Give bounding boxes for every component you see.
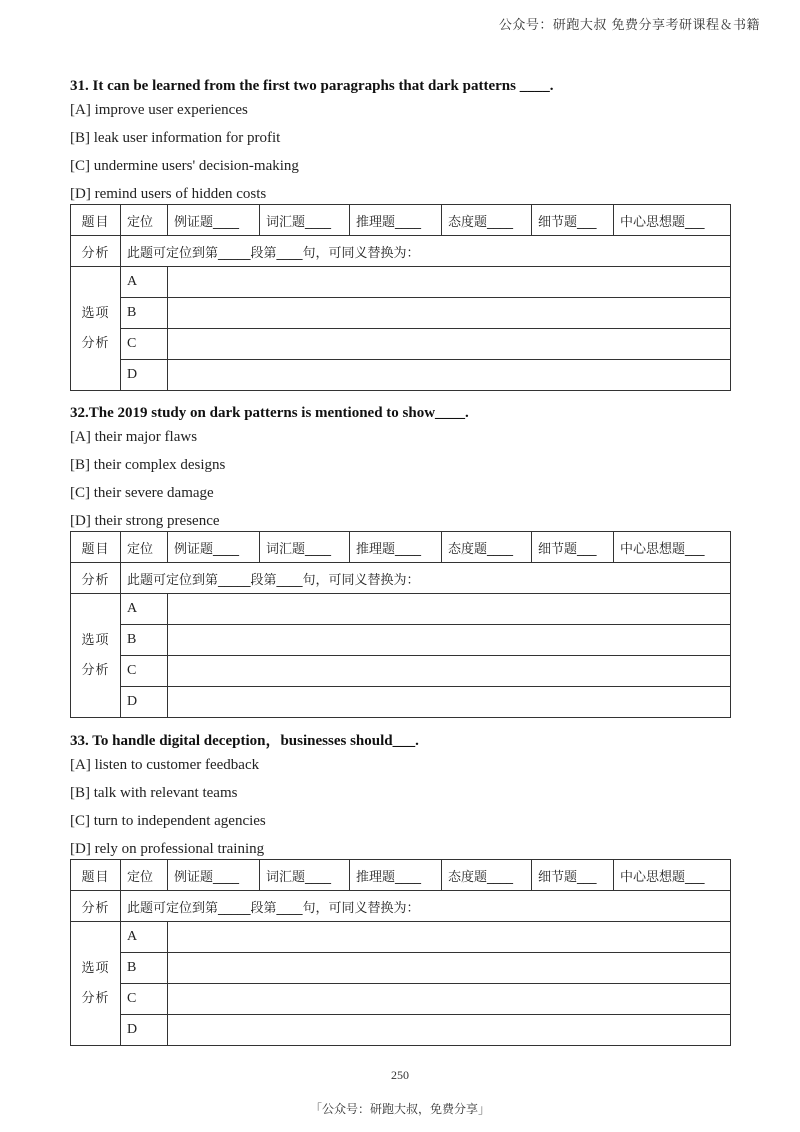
category-inference: 推理题____ bbox=[350, 860, 442, 891]
option-analysis-label-top: 选项 bbox=[81, 960, 110, 976]
category-attitude: 态度题____ bbox=[442, 532, 532, 563]
option-d: [D] remind users of hidden costs bbox=[70, 186, 267, 202]
category-example: 例证题____ bbox=[168, 532, 260, 563]
category-inference: 推理题____ bbox=[350, 532, 442, 563]
category-vocabulary: 词汇题____ bbox=[260, 205, 350, 236]
option-analysis-d[interactable] bbox=[168, 1015, 731, 1046]
question-stem: 31. It can be learned from the first two paragraphs that dark patterns ____. bbox=[70, 78, 554, 94]
question-analysis-label-bottom: 分析 bbox=[71, 236, 121, 267]
category-example: 例证题____ bbox=[168, 205, 260, 236]
question-33 bbox=[70, 731, 730, 1046]
option-analysis-c[interactable] bbox=[168, 984, 731, 1015]
option-analysis-c[interactable] bbox=[168, 656, 731, 687]
category-attitude: 态度题____ bbox=[442, 205, 532, 236]
option-letter-d: D bbox=[121, 1015, 168, 1046]
locate-sentence: 此题可定位到第_____段第____句，可同义替换为： bbox=[121, 891, 731, 922]
option-analysis-b[interactable] bbox=[168, 953, 731, 984]
question-analysis-label-top: 题目 bbox=[71, 860, 121, 891]
category-example: 例证题____ bbox=[168, 860, 260, 891]
option-a: [A] their major flaws bbox=[70, 429, 198, 445]
question-analysis-label-top: 题目 bbox=[71, 532, 121, 563]
question-stem: 32.The 2019 study on dark patterns is mentioned to show____. bbox=[70, 405, 469, 421]
option-b: [B] leak user information for profit bbox=[70, 130, 281, 146]
option-letter-a: A bbox=[121, 267, 168, 298]
option-letter-c: C bbox=[121, 984, 168, 1015]
question-31 bbox=[70, 76, 730, 391]
question-32 bbox=[70, 403, 730, 718]
category-main-idea: 中心思想题___ bbox=[614, 532, 731, 563]
option-analysis-label-bottom: 分析 bbox=[81, 990, 110, 1006]
question-analysis-label-bottom: 分析 bbox=[71, 891, 121, 922]
option-letter-b: B bbox=[121, 625, 168, 656]
locate-sentence: 此题可定位到第_____段第____句，可同义替换为： bbox=[121, 563, 731, 594]
locate-sentence: 此题可定位到第_____段第____句，可同义替换为： bbox=[121, 236, 731, 267]
option-letter-a: A bbox=[121, 594, 168, 625]
option-analysis-d[interactable] bbox=[168, 687, 731, 718]
option-analysis-label bbox=[71, 594, 121, 718]
option-letter-c: C bbox=[121, 329, 168, 360]
category-main-idea: 中心思想题___ bbox=[614, 860, 731, 891]
page-number: 250 bbox=[391, 1068, 409, 1082]
option-analysis-d[interactable] bbox=[168, 360, 731, 391]
option-analysis-b[interactable] bbox=[168, 625, 731, 656]
option-letter-d: D bbox=[121, 360, 168, 391]
option-a: [A] improve user experiences bbox=[70, 102, 248, 118]
option-analysis-b[interactable] bbox=[168, 298, 731, 329]
option-d: [D] their strong presence bbox=[70, 513, 220, 529]
category-vocabulary: 词汇题____ bbox=[260, 860, 350, 891]
option-d: [D] rely on professional training bbox=[70, 841, 265, 857]
category-inference: 推理题____ bbox=[350, 205, 442, 236]
locate-label: 定位 bbox=[121, 532, 168, 563]
option-analysis-c[interactable] bbox=[168, 329, 731, 360]
category-main-idea: 中心思想题___ bbox=[614, 205, 731, 236]
option-letter-b: B bbox=[121, 953, 168, 984]
option-analysis-label-bottom: 分析 bbox=[81, 335, 110, 351]
analysis-table bbox=[70, 859, 731, 1046]
option-analysis-label bbox=[71, 922, 121, 1046]
option-letter-d: D bbox=[121, 687, 168, 718]
option-analysis-label bbox=[71, 267, 121, 391]
option-b: [B] their complex designs bbox=[70, 457, 226, 473]
category-detail: 细节题___ bbox=[532, 205, 614, 236]
locate-label: 定位 bbox=[121, 205, 168, 236]
option-c: [C] turn to independent agencies bbox=[70, 813, 266, 829]
header-watermark: 公众号：研跑大叔 免费分享考研课程＆书籍 bbox=[498, 18, 760, 33]
option-analysis-a[interactable] bbox=[168, 267, 731, 298]
option-c: [C] their severe damage bbox=[70, 485, 214, 501]
option-b: [B] talk with relevant teams bbox=[70, 785, 238, 801]
option-letter-b: B bbox=[121, 298, 168, 329]
question-stem: 33. To handle digital deception，businesses should___. bbox=[70, 733, 419, 749]
category-attitude: 态度题____ bbox=[442, 860, 532, 891]
category-vocabulary: 词汇题____ bbox=[260, 532, 350, 563]
category-detail: 细节题___ bbox=[532, 532, 614, 563]
option-analysis-label-bottom: 分析 bbox=[81, 662, 110, 678]
option-analysis-a[interactable] bbox=[168, 594, 731, 625]
option-analysis-a[interactable] bbox=[168, 922, 731, 953]
footer-watermark: 「公众号：研跑大叔，免费分享」 bbox=[309, 1102, 490, 1116]
option-analysis-label-top: 选项 bbox=[81, 632, 110, 648]
analysis-table bbox=[70, 531, 731, 718]
option-analysis-label-top: 选项 bbox=[81, 305, 110, 321]
category-detail: 细节题___ bbox=[532, 860, 614, 891]
locate-label: 定位 bbox=[121, 860, 168, 891]
question-analysis-label-bottom: 分析 bbox=[71, 563, 121, 594]
option-a: [A] listen to customer feedback bbox=[70, 757, 260, 773]
option-letter-c: C bbox=[121, 656, 168, 687]
option-c: [C] undermine users' decision-making bbox=[70, 158, 299, 174]
option-letter-a: A bbox=[121, 922, 168, 953]
analysis-table bbox=[70, 204, 731, 391]
question-analysis-label-top: 题目 bbox=[71, 205, 121, 236]
